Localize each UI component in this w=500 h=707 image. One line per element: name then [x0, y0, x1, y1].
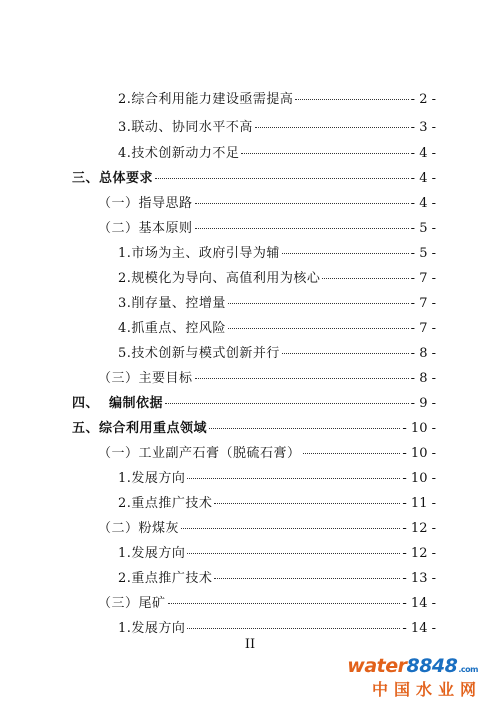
- toc-entry[interactable]: [118, 342, 436, 361]
- toc-leader-dots: [195, 228, 409, 229]
- toc-entry-page: - 5 -: [410, 221, 436, 236]
- toc-entry-title: 1.发展方向: [118, 621, 186, 636]
- toc-entry-title: （二）粉煤灰: [98, 521, 180, 536]
- toc-entry-page: - 10 -: [402, 471, 436, 486]
- toc-leader-dots: [155, 178, 409, 179]
- toc-entry[interactable]: [72, 167, 436, 186]
- toc-entry-title: 五、综合利用重点领域: [72, 421, 208, 436]
- toc-entry-page: - 10 -: [402, 421, 436, 436]
- toc-leader-dots: [214, 503, 400, 504]
- toc-entry[interactable]: [98, 367, 436, 386]
- toc-entry-page: - 11 -: [402, 496, 436, 511]
- toc-entry-page: - 4 -: [410, 196, 436, 211]
- toc-entry-page: - 5 -: [410, 246, 436, 261]
- toc-leader-dots: [241, 153, 408, 154]
- watermark-cn-name: 中国水业网: [371, 680, 482, 699]
- toc-entry-title: 3.联动、协同水平不高: [118, 120, 253, 135]
- toc-entry[interactable]: [118, 142, 436, 161]
- page-number: II: [244, 637, 256, 652]
- toc-leader-dots: [303, 453, 401, 454]
- toc-leader-dots: [282, 253, 409, 254]
- toc-leader-dots: [187, 628, 400, 629]
- toc-leader-dots: [195, 378, 409, 379]
- toc-leader-dots: [195, 203, 409, 204]
- toc-entry-title: 2.规模化为导向、高值利用为核心: [118, 271, 321, 286]
- toc-entry-title: 4.技术创新动力不足: [118, 146, 240, 161]
- toc-leader-dots: [295, 99, 408, 100]
- toc-entry-page: - 7 -: [410, 321, 436, 336]
- toc-entry-page: - 4 -: [410, 146, 436, 161]
- toc-entry-page: - 4 -: [410, 171, 436, 186]
- toc-entry[interactable]: [118, 317, 436, 336]
- watermark-brand-number: 8848: [406, 655, 458, 677]
- toc-leader-dots: [181, 528, 400, 529]
- toc-leader-dots: [209, 428, 400, 429]
- toc-entry[interactable]: [98, 442, 436, 461]
- toc-leader-dots: [322, 278, 408, 279]
- toc-entry-title: （二）基本原则: [98, 221, 193, 236]
- toc-leader-dots: [255, 127, 409, 128]
- toc-entry-page: - 10 -: [402, 446, 436, 461]
- toc-entry-title: 1.发展方向: [118, 471, 186, 486]
- toc-entry-page: - 7 -: [410, 271, 436, 286]
- toc-entry-page: - 9 -: [410, 396, 436, 411]
- toc-entry[interactable]: [98, 517, 436, 536]
- toc-entry[interactable]: [118, 617, 436, 636]
- toc-entry-title: 3.削存量、控增量: [118, 296, 226, 311]
- toc-entry-page: - 7 -: [410, 296, 436, 311]
- toc-entry[interactable]: [98, 217, 436, 236]
- toc-entry-title: 2.重点推广技术: [118, 571, 213, 586]
- toc-entry-title: （一）指导思路: [98, 196, 193, 211]
- toc-entry[interactable]: [98, 192, 436, 211]
- toc-entry[interactable]: [118, 467, 436, 486]
- toc-entry-title: 2.重点推广技术: [118, 496, 213, 511]
- toc-entry-page: - 12 -: [402, 546, 436, 561]
- toc-entry-title: （一）工业副产石膏（脱硫石膏）: [98, 446, 301, 461]
- toc-entry[interactable]: [118, 492, 436, 511]
- toc-entry-page: - 14 -: [402, 621, 436, 636]
- toc-entry-title: （三）尾矿: [98, 596, 166, 611]
- toc-entry-page: - 8 -: [410, 346, 436, 361]
- toc-entry-page: - 2 -: [410, 92, 436, 107]
- toc-entry-title: 四、 编制依据: [72, 396, 164, 411]
- toc-entry[interactable]: [118, 567, 436, 586]
- toc-leader-dots: [214, 578, 400, 579]
- toc-leader-dots: [228, 328, 409, 329]
- toc-entry[interactable]: [72, 417, 436, 436]
- toc-leader-dots: [187, 553, 400, 554]
- toc-leader-dots: [282, 353, 409, 354]
- toc-entry-title: 三、总体要求: [72, 171, 154, 186]
- toc-entry[interactable]: [72, 392, 436, 411]
- toc-leader-dots: [168, 603, 401, 604]
- watermark-brand-domain: .com: [458, 665, 478, 674]
- toc-entry-page: - 12 -: [402, 521, 436, 536]
- toc-entry-title: 5.技术创新与模式创新并行: [118, 346, 280, 361]
- toc-entry[interactable]: [118, 542, 436, 561]
- toc-leader-dots: [228, 303, 409, 304]
- toc-entry[interactable]: [118, 116, 436, 135]
- toc-leader-dots: [165, 403, 409, 404]
- toc-entry-page: - 8 -: [410, 371, 436, 386]
- toc-entry-page: - 14 -: [402, 596, 436, 611]
- toc-entry[interactable]: [118, 292, 436, 311]
- toc-entry-page: - 13 -: [402, 571, 436, 586]
- toc-entry-title: 2.综合利用能力建设亟需提高: [118, 92, 294, 107]
- toc-leader-dots: [187, 478, 400, 479]
- toc-entry-title: 1.发展方向: [118, 546, 186, 561]
- toc-entry[interactable]: [118, 267, 436, 286]
- toc-entry[interactable]: [118, 242, 436, 261]
- toc-entry[interactable]: [98, 592, 436, 611]
- toc-entry-title: 1.市场为主、政府引导为辅: [118, 246, 280, 261]
- watermark-logo: [347, 655, 492, 701]
- toc-entry-title: （三）主要目标: [98, 371, 193, 386]
- watermark-brand-word: water: [347, 655, 407, 677]
- toc-entry[interactable]: [118, 88, 436, 107]
- toc-entry-page: - 3 -: [410, 120, 436, 135]
- toc-entry-title: 4.抓重点、控风险: [118, 321, 226, 336]
- watermark-brand: [347, 655, 478, 677]
